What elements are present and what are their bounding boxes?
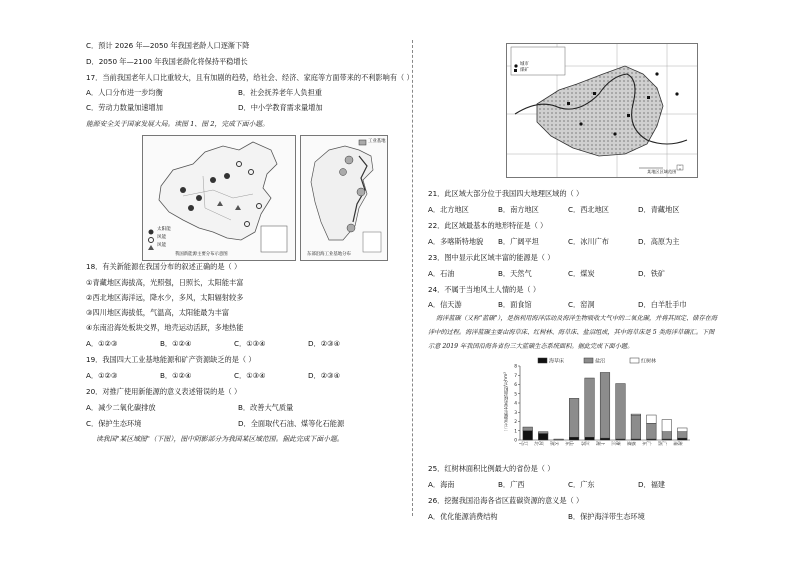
chart-ylabel: 三大蓝碳生态系统面积/万hm² bbox=[504, 372, 509, 431]
q20-option-a: A．减少二氧化碳排放 bbox=[86, 403, 156, 412]
chart-x-tick-label: 山东 bbox=[565, 440, 575, 446]
chart-bar-segment bbox=[616, 384, 626, 440]
q22-stem: 22．此区域最基本的地形特征是（ ） bbox=[428, 221, 548, 230]
chart-bar-segment bbox=[600, 372, 610, 438]
map-loess-region bbox=[506, 43, 698, 178]
q18-statement-2: ②西北地区海洋远，降水少，多风，太阳辐射较多 bbox=[86, 293, 244, 302]
chart-bar-segment bbox=[662, 432, 672, 439]
chart-y-tick-label: 7 bbox=[514, 373, 517, 379]
option-d-prior-question: D．2050 年—2100 年我国老龄化将保持平稳增长 bbox=[86, 57, 248, 66]
chart-bar-segment bbox=[631, 415, 641, 439]
map-china-new-energy bbox=[142, 135, 296, 261]
q23-option-a: A．石油 bbox=[428, 269, 455, 278]
chart-bar-segment bbox=[585, 378, 595, 437]
chart-bar-segment bbox=[662, 420, 672, 432]
blue-carbon-chart-svg bbox=[502, 356, 698, 458]
chart-legend-label: 海草床 bbox=[549, 358, 565, 365]
chart-bar-segment bbox=[631, 414, 641, 415]
q24-option-d: D．白羊肚手巾 bbox=[638, 300, 687, 309]
q25-option-b: B．广西 bbox=[498, 480, 525, 489]
q24-option-c: C．窑洞 bbox=[568, 300, 595, 309]
map2-caption: 东部沿海工业基地分布 bbox=[307, 252, 351, 257]
blue-carbon-chart bbox=[502, 356, 698, 458]
q22-option-b: B．广阔平坦 bbox=[498, 237, 539, 246]
q23-option-b: B．天然气 bbox=[498, 269, 532, 278]
q17-option-a: A．人口分布进一步均衡 bbox=[86, 88, 163, 97]
chart-legend-label: 盐沼 bbox=[595, 358, 606, 365]
intro-energy: 能源安全关于国家发展大局。读图 1、图 2，完成下面小题。 bbox=[86, 120, 269, 128]
legend-coal-mine: 煤矿 bbox=[520, 68, 529, 73]
q22-option-a: A．多喀斯特地貌 bbox=[428, 237, 484, 246]
q26-option-b: B．保护海洋带生态环境 bbox=[568, 512, 645, 521]
q19-option-a: A．①②③ bbox=[86, 371, 118, 380]
q19-option-c: C．①③④ bbox=[234, 371, 266, 380]
chart-bar-segment bbox=[523, 427, 533, 431]
loess-plateau-map bbox=[507, 44, 697, 177]
chart-y-tick-label: 0 bbox=[514, 438, 517, 444]
chart-x-tick-label: 天津 bbox=[549, 440, 559, 446]
q18-statement-3: ③四川地区海拔低，气温高，太阳能最为丰富 bbox=[86, 308, 230, 317]
chart-bar-segment bbox=[538, 434, 548, 440]
q19-stem: 19．我国四大工业基地能源和矿产资源缺乏的是（ ） bbox=[86, 355, 256, 364]
map-coastal-industry bbox=[300, 135, 388, 261]
intro-region-map: 读我国"某区域图"（下图），图中阴影部分为我国某区域范围。据此完成下面小题。 bbox=[96, 435, 344, 443]
q21-option-b: B．南方地区 bbox=[498, 205, 539, 214]
q20-option-c: C．保护生态环境 bbox=[86, 419, 142, 428]
q18-option-c: C．①③④ bbox=[234, 339, 266, 348]
q20-option-b: B．改善大气质量 bbox=[238, 403, 294, 412]
q17-option-d: D．中小学教育需求量增加 bbox=[238, 103, 323, 112]
chart-y-tick-label: 8 bbox=[514, 364, 517, 370]
chart-x-tick-label: 辽宁 bbox=[518, 440, 528, 446]
q17-stem: 17．当前我国老年人口比重较大，且有加剧的趋势，给社会、经济、家庭等方面带来的不利影响有（ ） bbox=[86, 73, 414, 82]
q21-option-c: C．西北地区 bbox=[568, 205, 609, 214]
coastal-map-figure-2 bbox=[301, 136, 387, 260]
intro-blue-carbon-2: 洋中的过程。海洋蓝碳主要由海草床、红树林、海草床、盐沼组成，其中海草床是 5 类海洋草碳汇。下图 bbox=[428, 329, 715, 336]
chart-x-tick-label: 河北 bbox=[534, 440, 544, 446]
q23-option-c: C．煤炭 bbox=[568, 269, 595, 278]
legend-wind: 风能 bbox=[157, 235, 167, 240]
chart-legend-swatch bbox=[538, 358, 547, 363]
chart-y-tick-label: 1 bbox=[514, 429, 517, 435]
q26-stem: 26．挖掘我国沿海各省区蓝碳资源的意义是（ ） bbox=[428, 496, 584, 505]
legend-region-extent: 某地区区域范围 bbox=[647, 169, 677, 174]
chart-x-tick-label: 福建 bbox=[627, 440, 636, 446]
map1-caption: 我国新能源主要分布示意图 bbox=[175, 252, 228, 257]
option-c-prior-question: C．预计 2026 年—2050 年我国老龄人口逐渐下降 bbox=[86, 41, 250, 50]
chart-bar-segment bbox=[677, 432, 687, 438]
chart-legend-swatch bbox=[630, 358, 639, 363]
chart-x-tick-label: 海南 bbox=[673, 440, 683, 446]
chart-bar-segment bbox=[647, 423, 657, 439]
q17-option-b: B．社会抚养老年人负担重 bbox=[238, 88, 322, 97]
q23-option-d: D．铁矿 bbox=[638, 269, 666, 278]
chart-bar-segment bbox=[677, 428, 687, 432]
legend-wind-2: 风能 bbox=[157, 243, 167, 248]
q20-stem: 20．对推广使用新能源的意义表述错误的是（ ） bbox=[86, 387, 242, 396]
chart-y-tick-label: 5 bbox=[514, 392, 517, 398]
q19-option-d: D．②③④ bbox=[308, 371, 341, 380]
chart-x-tick-label: 上海 bbox=[596, 440, 605, 446]
q25-option-d: D．福建 bbox=[638, 480, 666, 489]
chart-legend-label: 红树林 bbox=[641, 358, 657, 365]
q21-option-a: A．北方地区 bbox=[428, 205, 469, 214]
chart-y-tick-label: 2 bbox=[514, 420, 517, 425]
q24-option-a: A．信天游 bbox=[428, 300, 462, 309]
chart-x-tick-label: 江苏 bbox=[580, 440, 590, 446]
chart-x-tick-label: 广东 bbox=[642, 440, 652, 446]
intro-blue-carbon-3: 示意 2019 年我国沿海各省份三大蓝碳生态系统面积。据此完成下面小题。 bbox=[428, 343, 634, 350]
chart-bar-segment bbox=[523, 431, 533, 440]
chart-bar-segment bbox=[569, 398, 579, 437]
q17-option-c: C．劳动力数量加速增加 bbox=[86, 103, 163, 112]
q24-stem: 24．不属于当地风土人情的是（ ） bbox=[428, 285, 541, 294]
q18-option-d: D．②③④ bbox=[308, 339, 341, 348]
legend-solar: 太阳能 bbox=[157, 227, 171, 232]
chart-y-tick-label: 3 bbox=[514, 410, 517, 416]
q26-option-a: A．优化能源消费结构 bbox=[428, 512, 498, 521]
q25-option-a: A．海南 bbox=[428, 480, 455, 489]
chart-y-tick-label: 4 bbox=[514, 401, 517, 407]
q22-option-d: D．高原为主 bbox=[638, 237, 680, 246]
chart-x-tick-label: 广西 bbox=[658, 440, 667, 446]
q20-option-d: D．全面取代石油、煤等化石能源 bbox=[238, 419, 345, 428]
q25-option-c: C．广东 bbox=[568, 480, 595, 489]
china-map-figure-1 bbox=[143, 136, 295, 260]
legend-city: 城市 bbox=[520, 62, 529, 67]
q25-stem: 25．红树林面积比例最大的省份是（ ） bbox=[428, 464, 555, 473]
q18-option-b: B．①②④ bbox=[160, 339, 192, 348]
q23-stem: 23．图中显示此区域丰富的能源是（ ） bbox=[428, 253, 555, 262]
column-divider bbox=[412, 40, 413, 516]
q18-statement-4: ④东南沿海处板块交界，地壳运动活跃，多地热能 bbox=[86, 323, 244, 332]
q18-statement-1: ①青藏地区海拔高，光照强，日照长，太阳能丰富 bbox=[86, 278, 244, 287]
chart-x-tick-label: 浙江 bbox=[611, 440, 621, 446]
chart-y-tick-label: 6 bbox=[514, 383, 517, 388]
q18-option-a: A．①②③ bbox=[86, 339, 118, 348]
q24-option-b: B．面食馆 bbox=[498, 300, 532, 309]
q19-option-b: B．①②④ bbox=[160, 371, 192, 380]
q21-option-d: D．青藏地区 bbox=[638, 205, 680, 214]
chart-legend-swatch bbox=[584, 358, 593, 363]
q21-stem: 21．此区域大部分位于我国四大地理区域的（ ） bbox=[428, 189, 584, 198]
q22-option-c: C．冰川广布 bbox=[568, 237, 609, 246]
chart-bar-segment bbox=[538, 432, 548, 434]
q18-stem: 18．有关新能源在我国分布的叙述正确的是（ ） bbox=[86, 262, 242, 271]
intro-blue-carbon-1: 海洋蓝碳（又称"蓝碳"），是指利用海洋活动及海洋生物吸收大气中的二氧化碳，并将其固定、储存在海 bbox=[436, 315, 718, 322]
chart-bar-segment bbox=[647, 415, 657, 423]
map2-legend-industrial-base: 工业基地 bbox=[368, 139, 386, 144]
